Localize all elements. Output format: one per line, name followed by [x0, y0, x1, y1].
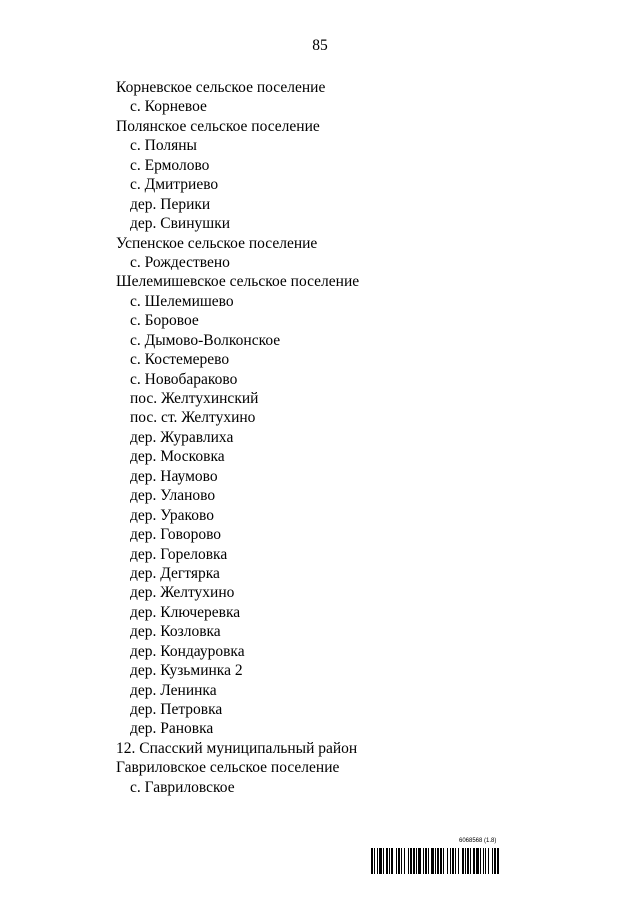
- barcode-bar: [458, 848, 459, 874]
- barcode-bar: [497, 848, 499, 874]
- municipality-heading: Полянское сельское поселение: [116, 117, 320, 135]
- barcode-bar: [383, 848, 384, 874]
- barcode-bar: [443, 848, 444, 874]
- barcode-bar: [404, 848, 405, 874]
- settlement-item: с. Дымово-Волконское: [130, 331, 281, 349]
- settlement-item: дер. Петровка: [130, 701, 223, 718]
- municipality-heading: Шелемишевское сельское поселение: [116, 273, 360, 291]
- barcode-bar: [485, 848, 486, 874]
- barcode-bar: [488, 848, 489, 874]
- settlement-item: с. Дмитриево: [130, 176, 219, 194]
- barcode-bar: [462, 848, 464, 874]
- barcode-bar: [371, 848, 373, 874]
- settlement-item: с. Гавриловское: [130, 778, 235, 796]
- settlement-item: с. Корневое: [130, 98, 207, 116]
- barcode-bar: [480, 848, 481, 874]
- barcode-bar: [389, 848, 390, 874]
- barcode-bar: [379, 848, 382, 874]
- settlement-item: дер. Ураково: [130, 506, 214, 524]
- barcode-bar: [425, 848, 427, 874]
- barcode-bar: [494, 848, 496, 874]
- barcode-bar: [401, 848, 402, 874]
- settlement-item: с. Боровое: [130, 312, 199, 330]
- settlement-item: дер. Гореловка: [130, 545, 228, 563]
- settlement-item: дер. Желтухино: [130, 584, 235, 602]
- barcode-bar: [452, 848, 454, 874]
- settlement-item: с. Ермолово: [130, 156, 210, 174]
- barcode-bar: [465, 848, 466, 874]
- barcode-bar: [492, 848, 493, 874]
- barcode-bar: [431, 848, 434, 874]
- settlement-item: пос. ст. Желтухино: [130, 409, 256, 427]
- settlement-item: дер. Наумово: [130, 467, 218, 485]
- barcode-bar: [398, 848, 400, 874]
- settlement-item: с. Новобараково: [130, 370, 238, 388]
- barcode-bar: [396, 848, 397, 874]
- barcode: [371, 838, 591, 878]
- barcode-bar: [374, 848, 375, 874]
- barcode-bar: [473, 848, 475, 874]
- barcode-bar: [391, 848, 393, 874]
- municipality-heading: Успенское сельское поселение: [116, 234, 318, 252]
- settlement-item: дер. Ленинка: [130, 681, 217, 699]
- settlement-item: дер. Журавлиха: [130, 428, 234, 446]
- barcode-icon: [371, 848, 591, 874]
- municipality-heading: Гавриловское сельское поселение: [116, 759, 340, 777]
- settlement-item: дер. Московка: [130, 448, 225, 466]
- settlement-item: дер. Козловка: [130, 623, 221, 641]
- settlement-item: с. Шелемишево: [130, 292, 234, 310]
- settlement-item: дер. Говорово: [130, 526, 222, 544]
- settlement-item: дер. Свинушки: [130, 215, 231, 233]
- barcode-bar: [418, 848, 421, 874]
- settlement-item: с. Костемерево: [130, 351, 230, 369]
- barcode-bar: [428, 848, 429, 874]
- barcode-bar: [440, 848, 442, 874]
- municipality-heading: Корневское сельское поселение: [116, 79, 326, 96]
- barcode-bar: [450, 848, 451, 874]
- settlement-item: дер. Кузьминка 2: [130, 662, 243, 680]
- settlement-item: дер. Рановка: [130, 720, 214, 738]
- barcode-bar: [470, 848, 471, 874]
- municipality-heading: 12. Спасский муниципальный район: [116, 739, 358, 757]
- barcode-bar: [386, 848, 388, 874]
- settlement-item: пос. Желтухинский: [130, 390, 259, 407]
- settlement-item: с. Рождествено: [130, 253, 230, 271]
- settlement-list: [116, 78, 576, 797]
- barcode-bar: [467, 848, 469, 874]
- barcode-bar: [483, 848, 484, 874]
- barcode-bar: [410, 848, 412, 874]
- barcode-caption: 6068568 (1.8): [459, 838, 497, 844]
- barcode-bar: [408, 848, 409, 874]
- barcode-bar: [435, 848, 436, 874]
- settlement-item: с. Поляны: [130, 137, 197, 155]
- page-number: 85: [312, 37, 328, 54]
- settlement-item: дер. Дегтярка: [130, 564, 220, 582]
- settlement-item: дер. Кондауровка: [130, 642, 245, 660]
- settlement-item: дер. Перики: [130, 195, 211, 213]
- settlement-item: дер. Ключеревка: [130, 603, 241, 621]
- barcode-bar: [437, 848, 439, 874]
- barcode-bar: [455, 848, 456, 874]
- barcode-bar: [377, 848, 378, 874]
- barcode-bar: [413, 848, 415, 874]
- barcode-bar: [447, 848, 448, 874]
- barcode-bar: [416, 848, 417, 874]
- barcode-bar: [476, 848, 479, 874]
- barcode-bar: [423, 848, 424, 874]
- settlement-item: дер. Уланово: [130, 487, 216, 505]
